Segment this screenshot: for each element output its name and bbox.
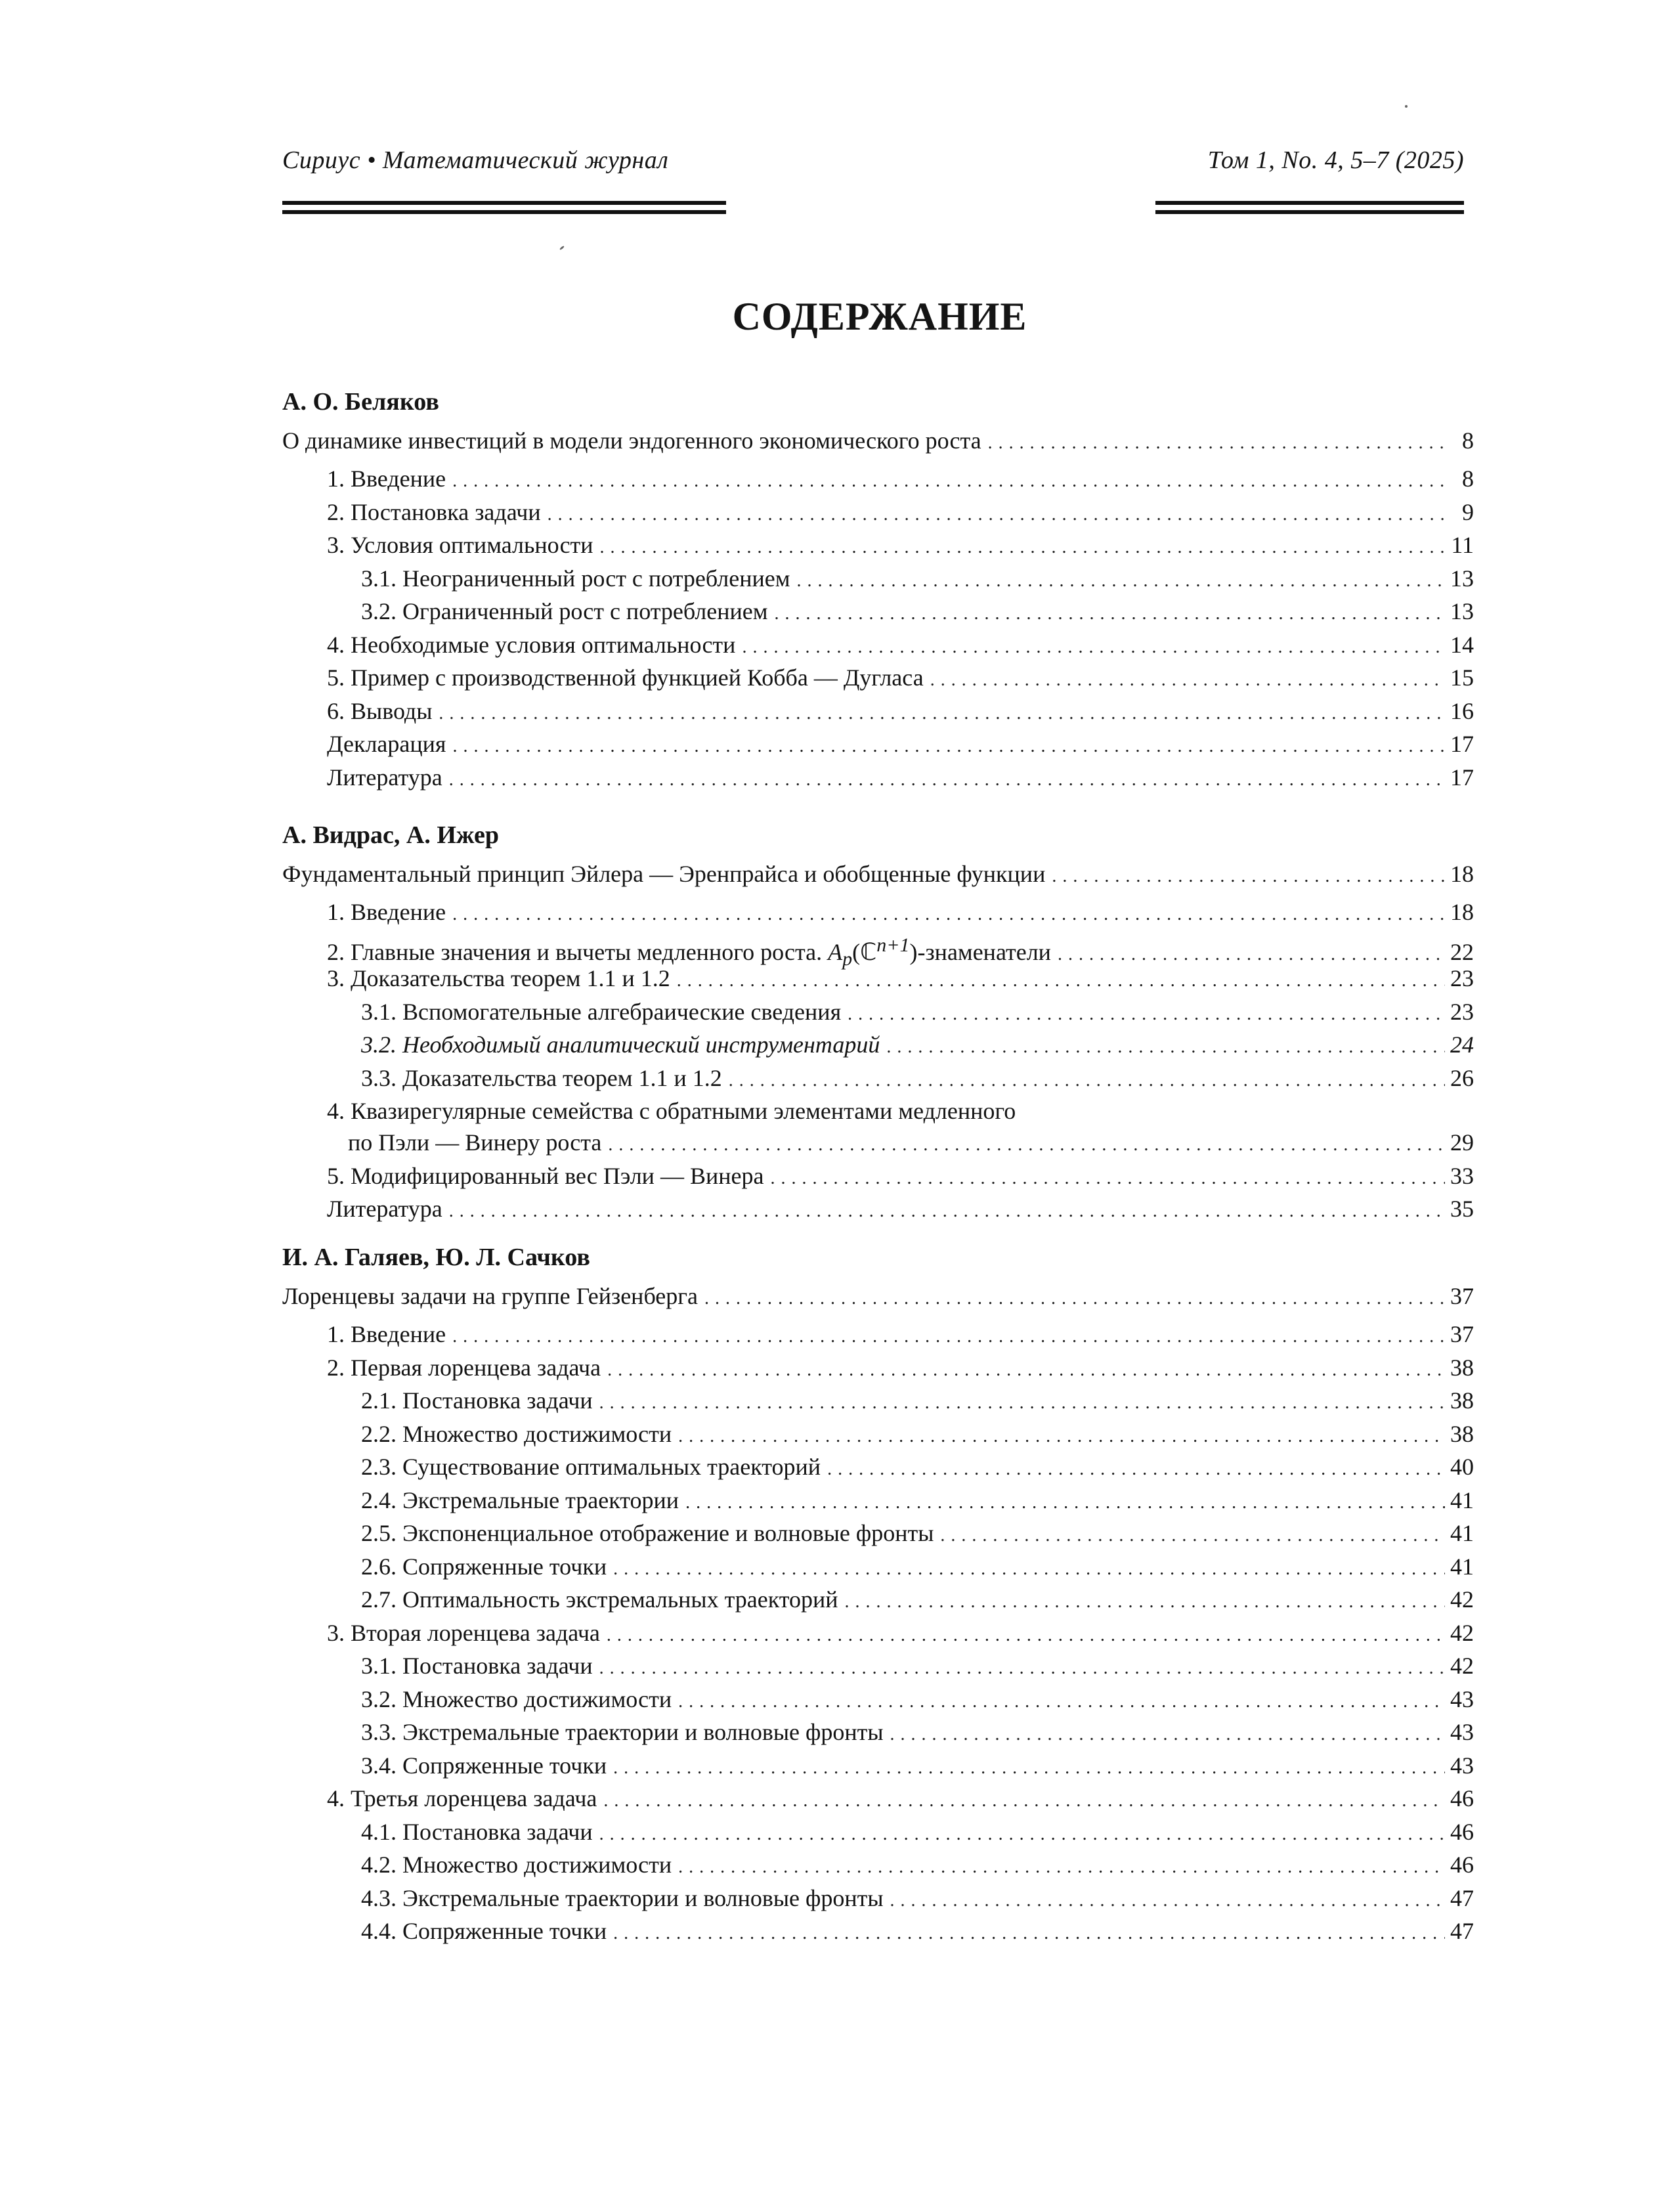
page-title: СОДЕРЖАНИЕ — [732, 295, 1027, 338]
entry-page: 11 — [1451, 532, 1474, 558]
dot-leader — [613, 1752, 1445, 1785]
toc-article — [282, 821, 1474, 1226]
entry-label: 3.2. Необходимый аналитический инструментарий — [361, 1031, 880, 1058]
toc-entry[interactable] — [282, 1716, 1474, 1749]
toc-entry[interactable] — [282, 661, 1474, 695]
entry-label: О динамике инвестиций в модели эндогенного экономического роста — [282, 427, 981, 454]
dot-leader — [1052, 860, 1445, 893]
entry-page: 38 — [1450, 1420, 1474, 1447]
dot-leader — [548, 498, 1445, 531]
entry-label: 4. Третья лоренцева задача — [327, 1785, 597, 1811]
entry-label: 2. Постановка задачи — [327, 498, 541, 525]
entry-label: 3.2. Ограниченный рост с потреблением — [361, 598, 768, 624]
toc-entry-article-title[interactable] — [282, 424, 1474, 462]
entry-page: 46 — [1450, 1785, 1474, 1811]
entry-page: 43 — [1450, 1719, 1474, 1745]
toc-entry[interactable] — [282, 1517, 1474, 1550]
entry-page: 42 — [1450, 1653, 1474, 1679]
toc-entry[interactable] — [282, 1749, 1474, 1783]
entry-label: 3. Вторая лоренцева задача — [327, 1619, 600, 1646]
dot-leader — [890, 1718, 1445, 1751]
article-authors: А. О. Беляков — [282, 388, 439, 416]
toc-entry[interactable] — [282, 562, 1474, 596]
header-rule-left-bottom — [282, 210, 726, 214]
dot-leader — [685, 1486, 1445, 1519]
entry-label: 2.1. Постановка задачи — [361, 1387, 593, 1414]
header-rule-right-top — [1155, 201, 1464, 205]
entry-label: 1. Введение — [327, 899, 446, 925]
toc-entry-article-title[interactable] — [282, 857, 1474, 896]
entry-label: Лоренцевы задачи на группе Гейзенберга — [282, 1283, 699, 1309]
entry-label: 3.1. Вспомогательные алгебраические сведения — [361, 998, 842, 1025]
entry-page: 14 — [1450, 631, 1474, 658]
dot-leader — [845, 1586, 1445, 1618]
entry-label: Литература — [327, 764, 442, 791]
entry-page: 46 — [1450, 1818, 1474, 1845]
entry-page: 43 — [1450, 1752, 1474, 1779]
entry-label: 2.7. Оптимальность экстремальных траекторий — [361, 1586, 838, 1613]
entry-page: 26 — [1450, 1064, 1474, 1091]
entry-page: 18 — [1450, 861, 1474, 887]
entry-label: 4.1. Постановка задачи — [361, 1818, 593, 1845]
entry-label: 2.2. Множество достижимости — [361, 1420, 672, 1447]
entry-page: 47 — [1450, 1918, 1474, 1944]
dot-leader — [729, 1064, 1445, 1097]
toc-entry[interactable] — [282, 529, 1474, 562]
dot-leader — [678, 1420, 1445, 1453]
header-rule-left-top — [282, 201, 726, 205]
dot-leader — [452, 465, 1445, 498]
dot-leader — [678, 1851, 1445, 1884]
entry-label: 4.2. Множество достижимости — [361, 1852, 672, 1878]
dot-leader — [603, 1785, 1445, 1817]
dot-leader — [770, 1162, 1445, 1195]
toc-entry[interactable] — [282, 1351, 1474, 1385]
dot-leader — [607, 1354, 1445, 1387]
entry-label: 3.3. Доказательства теорем 1.1 и 1.2 — [361, 1064, 722, 1091]
running-header-journal: Сириус • Математический журнал — [282, 146, 669, 174]
entry-label: 2.4. Экстремальные траектории — [361, 1486, 679, 1513]
entry-page: 22 — [1450, 938, 1474, 965]
entry-label: 2. Первая лоренцева задача — [327, 1354, 601, 1381]
entry-label: 4. Необходимые условия оптимальности — [327, 631, 736, 658]
entry-page: 18 — [1450, 899, 1474, 925]
entry-page: 17 — [1450, 764, 1474, 791]
toc-entry[interactable] — [282, 1384, 1474, 1418]
toc-entry[interactable] — [282, 727, 1474, 761]
entry-label: 3. Доказательства теорем 1.1 и 1.2 — [327, 965, 670, 991]
entry-label-text: 2. Главные значения и вычеты медленного роста. — [327, 938, 823, 965]
toc-entry[interactable] — [282, 595, 1474, 628]
toc-entry[interactable] — [282, 695, 1474, 728]
dot-leader — [827, 1453, 1445, 1486]
article-authors: А. Видрас, А. Ижер — [282, 821, 499, 849]
entry-page: 24 — [1450, 1031, 1474, 1058]
toc-entry-first-line[interactable]: 4. Квазирегулярные семейства с обратными элементами медленного — [327, 1098, 1016, 1124]
scan-speck — [559, 246, 565, 250]
entry-page: 8 — [1462, 427, 1474, 454]
dot-leader — [797, 565, 1445, 597]
entry-page: 41 — [1450, 1520, 1474, 1546]
toc-entry[interactable] — [282, 1062, 1474, 1095]
toc-entry[interactable] — [282, 496, 1474, 529]
entry-label: 1. Введение — [327, 1321, 446, 1347]
entry-page: 15 — [1450, 664, 1474, 691]
toc-entry[interactable] — [282, 761, 1474, 794]
entry-page: 17 — [1450, 731, 1474, 757]
math-tail: )-знаменатели — [909, 938, 1051, 965]
dot-leader — [848, 998, 1445, 1031]
dot-leader — [449, 764, 1445, 796]
entry-label: Литература — [327, 1196, 442, 1222]
dot-leader — [678, 1685, 1445, 1718]
entry-page: 23 — [1450, 998, 1474, 1025]
dot-leader — [449, 1195, 1445, 1228]
toc-entry[interactable] — [282, 1882, 1474, 1915]
entry-page: 23 — [1450, 965, 1474, 991]
entry-page: 35 — [1450, 1196, 1474, 1222]
dot-leader — [775, 597, 1445, 630]
dot-leader — [930, 664, 1445, 697]
dot-leader — [607, 1619, 1445, 1652]
toc-entry[interactable] — [282, 1418, 1474, 1451]
dot-leader — [742, 631, 1445, 664]
toc-entry[interactable] — [282, 1550, 1474, 1584]
entry-label: 5. Пример с производственной функцией Кобба — Дугласа — [327, 664, 924, 691]
entry-page: 33 — [1450, 1162, 1474, 1189]
toc-entry[interactable] — [282, 962, 1474, 995]
dot-leader — [613, 1917, 1445, 1950]
entry-label: 4.4. Сопряженные точки — [361, 1918, 607, 1944]
toc-entry-continuation[interactable] — [282, 1126, 1474, 1160]
entry-page: 40 — [1450, 1454, 1474, 1480]
math-argument: (ℂ — [852, 938, 877, 965]
toc-entry[interactable] — [282, 1028, 1474, 1062]
entry-page: 29 — [1450, 1129, 1474, 1156]
entry-page: 38 — [1450, 1387, 1474, 1414]
toc-entry[interactable] — [282, 1782, 1474, 1815]
entry-page: 43 — [1450, 1685, 1474, 1712]
toc-entry[interactable] — [282, 1616, 1474, 1650]
entry-page: 42 — [1450, 1619, 1474, 1646]
math-symbol: A — [828, 938, 843, 965]
dot-leader — [613, 1553, 1445, 1586]
toc-entry[interactable] — [282, 462, 1474, 496]
dot-leader — [988, 427, 1445, 460]
entry-page: 37 — [1450, 1321, 1474, 1347]
toc-entry[interactable] — [282, 1192, 1474, 1226]
entry-label: 3.3. Экстремальные траектории и волновые фронты — [361, 1719, 884, 1745]
toc-entry[interactable] — [282, 1450, 1474, 1484]
math-subscript: p — [842, 947, 853, 970]
entry-page: 37 — [1450, 1283, 1474, 1309]
entry-page: 38 — [1450, 1354, 1474, 1381]
math-superscript: n+1 — [876, 934, 910, 956]
toc-entry[interactable] — [282, 929, 1474, 970]
dot-leader — [599, 1387, 1445, 1420]
toc-entry[interactable] — [282, 1649, 1474, 1683]
toc-entry[interactable] — [282, 1848, 1474, 1882]
toc-entry[interactable] — [282, 1915, 1474, 1948]
entry-page: 9 — [1462, 498, 1474, 525]
dot-leader — [704, 1282, 1445, 1315]
toc-entry[interactable] — [282, 1484, 1474, 1517]
toc-entry[interactable] — [282, 1318, 1474, 1351]
entry-page: 13 — [1450, 565, 1474, 592]
article-authors: И. А. Галяев, Ю. Л. Сачков — [282, 1244, 590, 1271]
dot-leader — [452, 1320, 1445, 1353]
dot-leader — [608, 1129, 1445, 1161]
entry-page: 46 — [1450, 1852, 1474, 1878]
dot-leader — [599, 1818, 1445, 1851]
entry-page: 41 — [1450, 1553, 1474, 1580]
toc-entry[interactable] — [282, 995, 1474, 1029]
header-rule-right-bottom — [1155, 210, 1464, 214]
toc-entry[interactable] — [282, 1683, 1474, 1716]
toc-entry-article-title[interactable] — [282, 1280, 1474, 1318]
dot-leader — [940, 1519, 1445, 1552]
entry-label: 3.2. Множество достижимости — [361, 1685, 672, 1712]
entry-label: 3.1. Постановка задачи — [361, 1653, 593, 1679]
dot-leader — [890, 1884, 1445, 1917]
dot-leader — [439, 697, 1445, 730]
entry-page: 42 — [1450, 1586, 1474, 1613]
entry-label: 2.6. Сопряженные точки — [361, 1553, 607, 1580]
toc-entry[interactable] — [282, 896, 1474, 929]
entry-page: 41 — [1450, 1486, 1474, 1513]
toc-entry[interactable] — [282, 1583, 1474, 1616]
entry-label: 1. Введение — [327, 466, 446, 492]
entry-page: 47 — [1450, 1884, 1474, 1911]
entry-page: 13 — [1450, 598, 1474, 624]
dot-leader — [677, 965, 1445, 997]
entry-label: Фундаментальный принцип Эйлера — Эренпрайса и обобщенные функции — [282, 861, 1046, 887]
dot-leader — [452, 898, 1445, 931]
entry-label: 5. Модифицированный вес Пэли — Винера — [327, 1162, 764, 1189]
entry-label: 4.3. Экстремальные траектории и волновые фронты — [361, 1884, 884, 1911]
entry-label: 3. Условия оптимальности — [327, 532, 593, 558]
entry-label: Декларация — [327, 731, 446, 757]
entry-label: по Пэли — Винеру роста — [348, 1129, 602, 1156]
dot-leader — [600, 531, 1445, 564]
toc-article — [282, 1243, 1474, 1948]
toc-entry[interactable] — [282, 1160, 1474, 1193]
toc-article — [282, 387, 1474, 794]
entry-label: 3.1. Неограниченный рост с потреблением — [361, 565, 790, 592]
entry-label: 3.4. Сопряженные точки — [361, 1752, 607, 1779]
entry-label: 6. Выводы — [327, 697, 433, 724]
entry-page: 8 — [1462, 466, 1474, 492]
dot-leader — [452, 730, 1445, 763]
running-header-issue: Том 1, No. 4, 5–7 (2025) — [1207, 146, 1464, 174]
dot-leader — [886, 1031, 1445, 1064]
toc-entry[interactable] — [282, 628, 1474, 662]
toc-entry[interactable] — [282, 1815, 1474, 1849]
dot-leader — [599, 1652, 1445, 1685]
entry-label: 2.5. Экспоненциальное отображение и волновые фронты — [361, 1520, 934, 1546]
entry-label: 2.3. Существование оптимальных траекторий — [361, 1454, 821, 1480]
entry-page: 16 — [1450, 697, 1474, 724]
scan-speck — [1405, 105, 1408, 108]
